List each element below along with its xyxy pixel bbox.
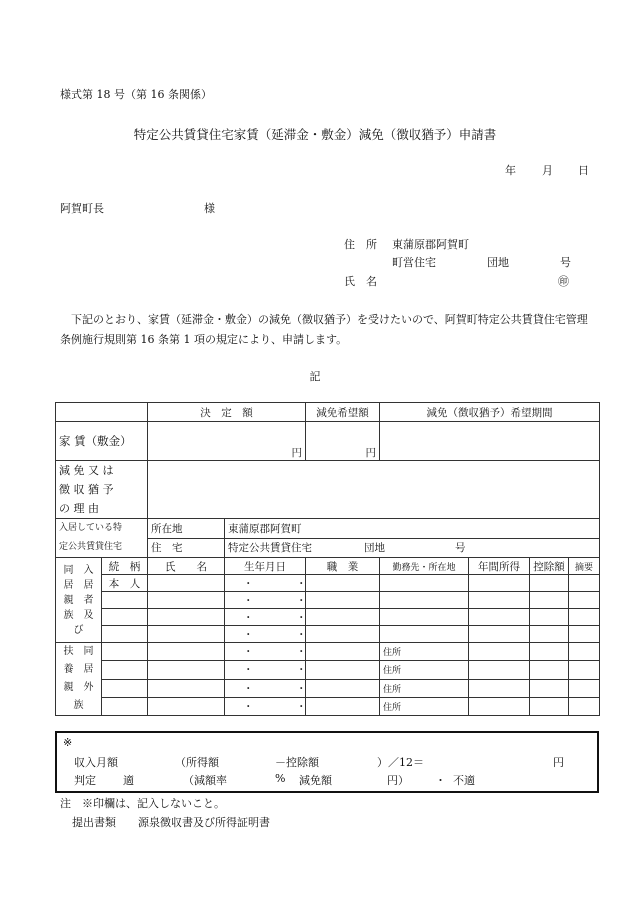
work-cell[interactable] — [380, 609, 469, 626]
address-cell[interactable]: 住所 — [380, 679, 469, 697]
name-cell[interactable] — [148, 575, 225, 592]
suitable-option[interactable]: 適 — [123, 774, 134, 787]
number-label: 号 — [560, 256, 571, 269]
note-cell[interactable] — [569, 643, 600, 661]
formula-end: 円） — [387, 774, 409, 787]
deduction-cell[interactable] — [530, 679, 569, 697]
header-blank — [56, 403, 148, 422]
block-label: 団地 — [487, 256, 509, 269]
income-cell[interactable] — [469, 592, 530, 609]
formula-rate: （減額率 — [183, 774, 227, 787]
separator-dot: ・ — [435, 774, 446, 787]
income-cell[interactable] — [469, 609, 530, 626]
residence-label: 入居している特 定公共賃貸住宅 — [56, 519, 148, 558]
birth-cell[interactable]: ・ ・ — [225, 643, 306, 661]
name-label: 氏 名 — [344, 275, 377, 288]
formula-yen: 円 — [553, 756, 564, 769]
address-cell[interactable]: 住所 — [380, 661, 469, 679]
note-cell[interactable] — [569, 661, 600, 679]
col-job: 職 業 — [306, 558, 380, 575]
col-birth: 生年月日 — [225, 558, 306, 575]
name-cell[interactable] — [148, 609, 225, 626]
address-label: 住 所 — [344, 238, 377, 251]
addressee: 阿賀町長 — [60, 202, 104, 215]
location-value: 東蒲原郡阿賀町 — [225, 519, 600, 539]
desired-amount-cell[interactable] — [306, 422, 380, 461]
birth-cell[interactable]: ・ ・ — [225, 609, 306, 626]
seal-mark: ㊞ — [558, 275, 569, 288]
header-desired: 減免希望額 — [306, 403, 380, 422]
addressee-suffix: 様 — [204, 202, 215, 215]
work-cell[interactable] — [380, 575, 469, 592]
header-decision: 決 定 額 — [148, 403, 306, 422]
footer-note: 注 ※印欄は、記入しないこと。 — [60, 797, 225, 810]
relation-cell[interactable] — [102, 609, 148, 626]
period-cell[interactable] — [380, 422, 600, 461]
note-cell[interactable] — [569, 575, 600, 592]
col-note: 摘要 — [569, 558, 600, 575]
income-cell[interactable] — [469, 697, 530, 715]
ki-heading: 記 — [309, 370, 321, 383]
formula-deduction: －控除額 — [275, 756, 319, 769]
note-cell[interactable] — [569, 626, 600, 643]
deduction-cell[interactable] — [530, 697, 569, 715]
income-cell[interactable] — [469, 679, 530, 697]
name-cell[interactable] — [148, 643, 225, 661]
note-cell[interactable] — [569, 609, 600, 626]
name-cell[interactable] — [148, 661, 225, 679]
reason-cell[interactable] — [148, 461, 600, 519]
name-cell[interactable] — [148, 679, 225, 697]
birth-cell[interactable]: ・ ・ — [225, 697, 306, 715]
deduction-cell[interactable] — [530, 592, 569, 609]
deduction-cell[interactable] — [530, 643, 569, 661]
decision-amount-cell[interactable] — [148, 422, 306, 461]
reason-label: 減 免 又 は 徴 収 猶 予 の 理 由 — [56, 461, 148, 519]
footer-documents: 提出書類 源泉徴収書及び所得証明書 — [72, 816, 270, 829]
formula-divide: ）／12＝ — [377, 756, 424, 769]
work-cell[interactable] — [380, 626, 469, 643]
relation-cell[interactable] — [102, 661, 148, 679]
birth-cell[interactable]: ・ ・ — [225, 661, 306, 679]
income-cell[interactable] — [469, 661, 530, 679]
monthly-income-label: 収入月額 — [74, 756, 118, 769]
family-label: 同 入 居 居 親 者 族 及 び — [56, 558, 102, 643]
relation-cell[interactable] — [102, 697, 148, 715]
house-value-cell: 特定公共賃貸住宅 団地 号 — [225, 538, 600, 558]
unsuitable-option[interactable]: 不適 — [453, 774, 475, 787]
birth-cell[interactable]: ・ ・ — [225, 592, 306, 609]
form-title: 特定公共賃貸住宅家賃（延滞金・敷金）減免（徴収猶予）申請書 — [133, 127, 497, 142]
relation-cell[interactable] — [102, 592, 148, 609]
date-year-label: 年 — [505, 164, 516, 177]
col-work: 勤務先・所在地 — [380, 558, 469, 575]
yen-unit: 円 — [291, 447, 302, 459]
housing-label: 町営住宅 — [392, 256, 436, 269]
intro-text: 下記のとおり、家賃（延滞金・敷金）の減免（徴収猶予）を受けたいので、阿賀町特定公共賃貸住宅管理条例施行規則第 16 条第 1 項の規定により、申請します。 — [60, 313, 588, 346]
date-day-label: 日 — [578, 164, 589, 177]
col-name: 氏 名 — [148, 558, 225, 575]
deduction-cell[interactable] — [530, 661, 569, 679]
name-cell[interactable] — [148, 626, 225, 643]
official-mark: ※ — [63, 736, 73, 749]
date-month-label: 月 — [542, 164, 553, 177]
name-cell[interactable] — [148, 697, 225, 715]
address-value: 東蒲原郡阿賀町 — [392, 238, 469, 251]
house-label: 住 宅 — [148, 538, 225, 558]
col-relation: 続 柄 — [102, 558, 148, 575]
note-cell[interactable] — [569, 592, 600, 609]
relation-cell[interactable] — [102, 643, 148, 661]
income-cell[interactable] — [469, 575, 530, 592]
yen-unit: 円 — [365, 447, 376, 459]
birth-cell[interactable]: ・ ・ — [225, 679, 306, 697]
application-table — [55, 402, 600, 716]
address-cell[interactable]: 住所 — [380, 697, 469, 715]
deduction-cell[interactable] — [530, 575, 569, 592]
rent-label: 家 賃（敷金） — [56, 422, 148, 461]
percent-unit: % — [275, 772, 286, 785]
judgement-label: 判定 — [74, 774, 96, 787]
self-relation: 本 人 — [102, 575, 148, 592]
birth-cell[interactable]: ・ ・ — [225, 575, 306, 592]
income-cell[interactable] — [469, 626, 530, 643]
formula-amount: 減免額 — [299, 774, 332, 787]
relation-cell[interactable] — [102, 626, 148, 643]
address-cell[interactable]: 住所 — [380, 643, 469, 661]
name-cell[interactable] — [148, 592, 225, 609]
relation-cell[interactable] — [102, 679, 148, 697]
note-cell[interactable] — [569, 679, 600, 697]
deduction-cell[interactable] — [530, 609, 569, 626]
birth-cell[interactable]: ・ ・ — [225, 626, 306, 643]
deduction-cell[interactable] — [530, 626, 569, 643]
col-deduction: 控除額 — [530, 558, 569, 575]
note-cell[interactable] — [569, 697, 600, 715]
income-cell[interactable] — [469, 643, 530, 661]
formula-income: （所得額 — [175, 756, 219, 769]
col-income: 年間所得 — [469, 558, 530, 575]
official-use-box — [55, 731, 599, 793]
work-cell[interactable] — [380, 592, 469, 609]
form-number: 様式第 18 号（第 16 条関係） — [60, 88, 212, 101]
header-period: 減免（徴収猶予）希望期間 — [380, 403, 600, 422]
dependent-label: 扶 同 養 居 親 外 族 — [56, 643, 102, 716]
location-label: 所在地 — [148, 519, 225, 539]
